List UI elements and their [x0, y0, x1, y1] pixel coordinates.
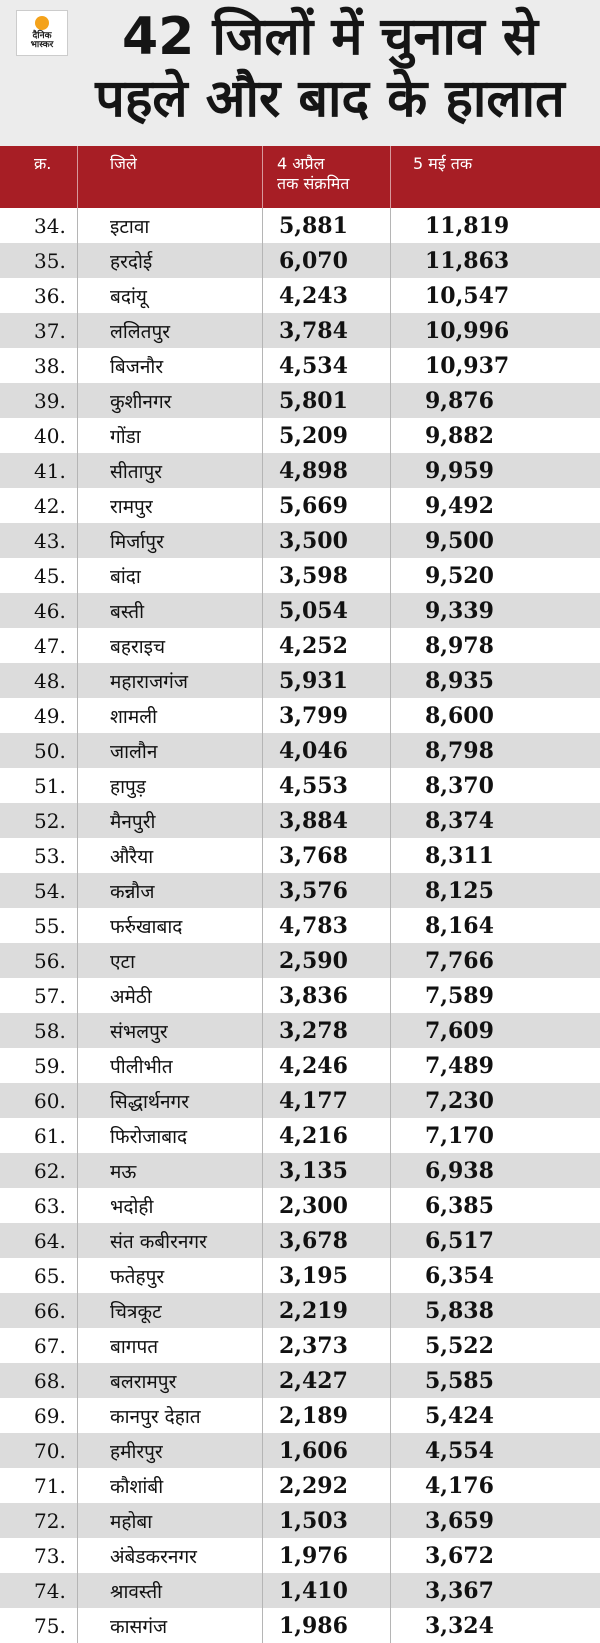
may-cell: 8,164	[425, 912, 494, 939]
table-row	[0, 1573, 600, 1608]
may-cell: 3,659	[425, 1507, 494, 1534]
may-cell: 6,517	[425, 1227, 494, 1254]
serial-cell: 60.	[0, 1083, 78, 1118]
header-serial: क्र.	[0, 146, 78, 208]
table-row	[0, 1083, 600, 1118]
may-cell: 3,672	[425, 1542, 494, 1569]
table-row	[0, 663, 600, 698]
district-cell: फतेहपुर	[78, 1258, 263, 1293]
table-row	[0, 523, 600, 558]
april-cell: 2,292	[263, 1468, 391, 1503]
table-row	[0, 1328, 600, 1363]
may-cell: 3,367	[425, 1577, 494, 1604]
may-cell: 8,600	[425, 702, 494, 729]
may-cell: 9,339	[425, 597, 494, 624]
table-row	[0, 1013, 600, 1048]
district-cell: हापुड़	[78, 768, 263, 803]
april-cell: 4,246	[263, 1048, 391, 1083]
table-row	[0, 1293, 600, 1328]
serial-cell: 66.	[0, 1293, 78, 1328]
district-cell: औरैया	[78, 838, 263, 873]
may-cell: 11,819	[425, 212, 510, 239]
table-row	[0, 698, 600, 733]
district-cell: मऊ	[78, 1153, 263, 1188]
district-cell: एटा	[78, 943, 263, 978]
april-cell: 3,836	[263, 978, 391, 1013]
table-row	[0, 1503, 600, 1538]
may-cell: 8,370	[425, 772, 494, 799]
table-row	[0, 453, 600, 488]
serial-cell: 42.	[0, 488, 78, 523]
serial-cell: 34.	[0, 208, 78, 243]
table-row	[0, 1188, 600, 1223]
april-cell: 5,209	[263, 418, 391, 453]
district-cell: पीलीभीत	[78, 1048, 263, 1083]
april-cell: 3,576	[263, 873, 391, 908]
may-cell: 7,230	[425, 1087, 494, 1114]
table-row	[0, 1258, 600, 1293]
serial-cell: 71.	[0, 1468, 78, 1503]
may-cell: 8,125	[425, 877, 494, 904]
may-cell: 6,938	[425, 1157, 494, 1184]
sun-icon	[35, 16, 49, 30]
serial-cell: 74.	[0, 1573, 78, 1608]
april-cell: 2,427	[263, 1363, 391, 1398]
april-cell: 3,278	[263, 1013, 391, 1048]
april-cell: 4,252	[263, 628, 391, 663]
title-line1: 42 जिलों में चुनाव से	[121, 7, 539, 67]
may-cell: 10,547	[425, 282, 510, 309]
april-cell: 5,669	[263, 488, 391, 523]
april-cell: 3,195	[263, 1258, 391, 1293]
may-cell: 7,489	[425, 1052, 494, 1079]
may-cell: 7,170	[425, 1122, 494, 1149]
april-cell: 3,784	[263, 313, 391, 348]
serial-cell: 75.	[0, 1608, 78, 1643]
district-cell: फिरोजाबाद	[78, 1118, 263, 1153]
april-cell: 5,931	[263, 663, 391, 698]
serial-cell: 41.	[0, 453, 78, 488]
april-cell: 4,046	[263, 733, 391, 768]
district-cell: बदांयू	[78, 278, 263, 313]
april-cell: 4,898	[263, 453, 391, 488]
serial-cell: 43.	[0, 523, 78, 558]
may-cell: 8,374	[425, 807, 494, 834]
brand-name-line1: दैनिक	[32, 31, 52, 41]
serial-cell: 46.	[0, 593, 78, 628]
serial-cell: 54.	[0, 873, 78, 908]
table-row	[0, 733, 600, 768]
district-cell: बिजनौर	[78, 348, 263, 383]
district-cell: हरदोई	[78, 243, 263, 278]
table-row	[0, 243, 600, 278]
serial-cell: 61.	[0, 1118, 78, 1153]
district-cell: फर्रुखाबाद	[78, 908, 263, 943]
district-cell: महोबा	[78, 1503, 263, 1538]
district-cell: जालौन	[78, 733, 263, 768]
may-cell: 6,354	[425, 1262, 494, 1289]
table-row	[0, 908, 600, 943]
table-row	[0, 418, 600, 453]
april-cell: 5,801	[263, 383, 391, 418]
may-cell: 10,937	[425, 352, 510, 379]
april-cell: 3,799	[263, 698, 391, 733]
district-cell: अमेठी	[78, 978, 263, 1013]
serial-cell: 70.	[0, 1433, 78, 1468]
table-row	[0, 1223, 600, 1258]
brand-logo	[16, 10, 68, 56]
district-cell: अंबेडकरनगर	[78, 1538, 263, 1573]
table-row	[0, 1363, 600, 1398]
district-cell: श्रावस्ती	[78, 1573, 263, 1608]
district-cell: बागपत	[78, 1328, 263, 1363]
serial-cell: 52.	[0, 803, 78, 838]
may-cell: 7,589	[425, 982, 494, 1009]
may-cell: 8,935	[425, 667, 494, 694]
district-cell: हमीरपुर	[78, 1433, 263, 1468]
district-cell: कासगंज	[78, 1608, 263, 1643]
serial-cell: 58.	[0, 1013, 78, 1048]
district-cell: शामली	[78, 698, 263, 733]
district-cell: ललितपुर	[78, 313, 263, 348]
may-cell: 9,492	[425, 492, 494, 519]
april-cell: 2,219	[263, 1293, 391, 1328]
table-row	[0, 558, 600, 593]
april-cell: 4,177	[263, 1083, 391, 1118]
table-row	[0, 943, 600, 978]
may-cell: 7,766	[425, 947, 494, 974]
district-cell: सीतापुर	[78, 453, 263, 488]
table-header	[0, 146, 600, 208]
district-cell: संभलपुर	[78, 1013, 263, 1048]
serial-cell: 45.	[0, 558, 78, 593]
serial-cell: 35.	[0, 243, 78, 278]
april-cell: 6,070	[263, 243, 391, 278]
may-cell: 9,520	[425, 562, 494, 589]
table-row	[0, 1118, 600, 1153]
serial-cell: 56.	[0, 943, 78, 978]
district-cell: बहराइच	[78, 628, 263, 663]
table-row	[0, 628, 600, 663]
may-cell: 9,500	[425, 527, 494, 554]
april-cell: 3,598	[263, 558, 391, 593]
april-cell: 4,534	[263, 348, 391, 383]
table-row	[0, 313, 600, 348]
table-row	[0, 1398, 600, 1433]
table-row	[0, 978, 600, 1013]
serial-cell: 39.	[0, 383, 78, 418]
header-april	[263, 146, 391, 208]
april-cell: 2,590	[263, 943, 391, 978]
april-cell: 1,410	[263, 1573, 391, 1608]
table-body	[0, 208, 600, 1643]
district-cell: बांदा	[78, 558, 263, 593]
header-district: जिले	[78, 146, 263, 208]
april-cell: 4,783	[263, 908, 391, 943]
april-cell: 3,678	[263, 1223, 391, 1258]
district-cell: संत कबीरनगर	[78, 1223, 263, 1258]
april-cell: 3,768	[263, 838, 391, 873]
april-cell: 3,135	[263, 1153, 391, 1188]
table-row	[0, 1048, 600, 1083]
may-cell: 8,311	[425, 842, 494, 869]
district-cell: कुशीनगर	[78, 383, 263, 418]
district-cell: मिर्जापुर	[78, 523, 263, 558]
header-may: 5 मई तक	[413, 154, 473, 173]
serial-cell: 50.	[0, 733, 78, 768]
district-cell: भदोही	[78, 1188, 263, 1223]
april-cell: 1,976	[263, 1538, 391, 1573]
table-row	[0, 383, 600, 418]
district-cell: कानपुर देहात	[78, 1398, 263, 1433]
serial-cell: 40.	[0, 418, 78, 453]
district-cell: चित्रकूट	[78, 1293, 263, 1328]
april-cell: 5,881	[263, 208, 391, 243]
district-cell: बलरामपुर	[78, 1363, 263, 1398]
serial-cell: 67.	[0, 1328, 78, 1363]
serial-cell: 63.	[0, 1188, 78, 1223]
serial-cell: 62.	[0, 1153, 78, 1188]
may-cell: 9,876	[425, 387, 494, 414]
table-row	[0, 348, 600, 383]
april-cell: 1,986	[263, 1608, 391, 1643]
serial-cell: 57.	[0, 978, 78, 1013]
district-cell: बस्ती	[78, 593, 263, 628]
district-cell: मैनपुरी	[78, 803, 263, 838]
april-cell: 5,054	[263, 593, 391, 628]
serial-cell: 49.	[0, 698, 78, 733]
may-cell: 4,176	[425, 1472, 494, 1499]
table-row	[0, 488, 600, 523]
april-cell: 2,300	[263, 1188, 391, 1223]
table-row	[0, 1153, 600, 1188]
table-row	[0, 768, 600, 803]
serial-cell: 59.	[0, 1048, 78, 1083]
table-row	[0, 1468, 600, 1503]
district-cell: महाराजगंज	[78, 663, 263, 698]
may-cell: 6,385	[425, 1192, 494, 1219]
brand-name-line2: भास्कर	[30, 40, 54, 50]
may-cell: 5,838	[425, 1297, 494, 1324]
april-cell: 3,500	[263, 523, 391, 558]
may-cell: 9,959	[425, 457, 494, 484]
district-cell: इटावा	[78, 208, 263, 243]
april-cell: 2,189	[263, 1398, 391, 1433]
may-cell: 3,324	[425, 1612, 494, 1639]
april-cell: 4,216	[263, 1118, 391, 1153]
may-cell: 9,882	[425, 422, 494, 449]
serial-cell: 37.	[0, 313, 78, 348]
table-row	[0, 838, 600, 873]
serial-cell: 38.	[0, 348, 78, 383]
may-cell: 5,585	[425, 1367, 494, 1394]
district-cell: रामपुर	[78, 488, 263, 523]
serial-cell: 73.	[0, 1538, 78, 1573]
serial-cell: 72.	[0, 1503, 78, 1538]
april-cell: 1,503	[263, 1503, 391, 1538]
april-cell: 1,606	[263, 1433, 391, 1468]
table-row	[0, 1608, 600, 1643]
serial-cell: 51.	[0, 768, 78, 803]
district-cell: कौशांबी	[78, 1468, 263, 1503]
serial-cell: 47.	[0, 628, 78, 663]
header-april-line1: 4 अप्रैल	[277, 154, 325, 173]
may-cell: 8,978	[425, 632, 494, 659]
april-cell: 4,553	[263, 768, 391, 803]
april-cell: 4,243	[263, 278, 391, 313]
may-cell: 5,522	[425, 1332, 494, 1359]
serial-cell: 68.	[0, 1363, 78, 1398]
serial-cell: 64.	[0, 1223, 78, 1258]
header-april-line2: तक संक्रमित	[277, 174, 350, 193]
table-row	[0, 1538, 600, 1573]
serial-cell: 69.	[0, 1398, 78, 1433]
table-row	[0, 278, 600, 313]
may-cell: 4,554	[425, 1437, 494, 1464]
serial-cell: 53.	[0, 838, 78, 873]
district-cell: सिद्धार्थनगर	[78, 1083, 263, 1118]
table-row	[0, 873, 600, 908]
serial-cell: 36.	[0, 278, 78, 313]
serial-cell: 65.	[0, 1258, 78, 1293]
table-row	[0, 593, 600, 628]
april-cell: 2,373	[263, 1328, 391, 1363]
may-cell: 10,996	[425, 317, 510, 344]
table-row	[0, 803, 600, 838]
page-title	[70, 6, 590, 130]
district-cell: गोंडा	[78, 418, 263, 453]
table-row	[0, 1433, 600, 1468]
serial-cell: 48.	[0, 663, 78, 698]
may-cell: 8,798	[425, 737, 494, 764]
serial-cell: 55.	[0, 908, 78, 943]
may-cell: 5,424	[425, 1402, 494, 1429]
district-cell: कन्नौज	[78, 873, 263, 908]
table-row	[0, 208, 600, 243]
april-cell: 3,884	[263, 803, 391, 838]
may-cell: 11,863	[425, 247, 510, 274]
may-cell: 7,609	[425, 1017, 494, 1044]
title-line2: पहले और बाद के हालात	[95, 69, 565, 129]
